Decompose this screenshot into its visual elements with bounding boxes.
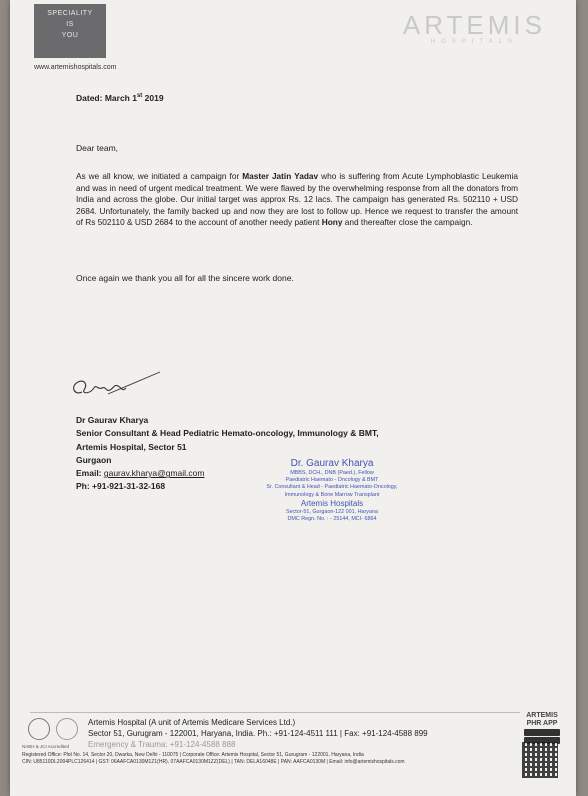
letter-body <box>76 171 518 229</box>
dated-label: Dated: <box>76 93 103 103</box>
footer-line-3: Emergency & Trauma: +91-124-4588 888 <box>88 740 236 749</box>
brand-name: ARTEMIS <box>402 10 546 40</box>
badge-line-3: YOU <box>61 32 79 39</box>
body-part-3: and thereafter close the campaign. <box>342 217 473 228</box>
body-part-1: As we all know, we initiated a campaign for <box>76 171 243 181</box>
signatory-city: Gurgaon <box>76 454 112 465</box>
letter-date <box>76 93 164 103</box>
footer-contact <box>88 717 428 750</box>
registration-info <box>22 752 532 766</box>
stamp-line-3: Sr. Consultant & Head - Paediatric Haemato-Oncology, <box>266 484 398 491</box>
cin-line: CIN: U85110DL2004PLC126414 | GST: 06AAFCA0130M1Z1(HR), 07AAFCA0130M1ZZ(DEL) | TAN: DELA16048E | PAN: AAFCA0130M | Email: info@artemishospitals.com <box>22 759 405 766</box>
dated-month: March 1 <box>104 93 137 103</box>
signatory-name: Dr Gaurav Kharya <box>76 415 149 425</box>
brand-sub: HOSPITALS <box>430 39 519 45</box>
signatory-title: Senior Consultant & Head Pediatric Hemato-oncology, Immunology & BMT, <box>76 428 379 439</box>
email-label: Email: <box>76 468 104 479</box>
app-store-badge-icon[interactable] <box>524 729 560 736</box>
signatory-phone: Ph: +91-921-31-32-168 <box>76 481 166 492</box>
reg-office: Registered Office: Plot No. 14, Sector 20, Dwarka, New Delhi - 110075 | Corporate Office: Artemis Hospital, Sector 51, Gurugram - 122001, Haryana, India <box>22 752 364 758</box>
phr-app-block <box>524 712 560 745</box>
footer-line-1: Artemis Hospital (A unit of Artemis Medicare Services Ltd.) <box>88 718 296 727</box>
qr-code-icon <box>522 742 558 778</box>
accredited-text: NABH & JCI Accredited <box>22 744 70 749</box>
stamp-line-1: MBBS, DCH., DNB (Paed.), Fellow <box>290 470 374 476</box>
stamp-address: Sector-51, Gurgaon-122 001, Haryana <box>286 508 378 515</box>
other-patient-name: Hony <box>321 217 343 228</box>
email-link[interactable]: gaurav.kharya@gmail.com <box>103 468 205 479</box>
dated-year: 2019 <box>142 93 164 103</box>
stamp-line-4: Immunology & Bone Marrow Transplant <box>284 491 380 498</box>
stamp-name: Dr. Gaurav Kharya <box>290 458 374 469</box>
closing-line: Once again we thank you all for all the sincere work done. <box>76 273 294 283</box>
phr-label-1: ARTEMIS <box>526 712 558 719</box>
stamp-line-2: Paediatric Haemato - Oncology & BMT <box>285 477 379 484</box>
footer-divider <box>30 712 520 713</box>
badge-line-2: IS <box>66 21 74 28</box>
jci-logo-icon <box>56 718 78 740</box>
handwritten-signature <box>64 366 164 406</box>
phr-label-2: PHR APP <box>526 720 558 727</box>
letter-page <box>10 0 576 796</box>
body-part-2: who is suffering from Acute Lymphoblastic Leukemia and was in need of urgent medical treatment. We were flawed by the overwhelming response from all the donators from India and across the globe. Our initial target was approx Rs. 12 lacs. The campaign has generated Rs. 502110 + USD 2684. Unfortunately, the family backed up and now they are lost to follow up. Hence we request to transfer the amount of Rs 502110 & USD 2684 to the account of another needy patient <box>76 171 519 228</box>
doctor-stamp <box>242 457 422 523</box>
salutation: Dear team, <box>76 143 119 153</box>
dated-sup: st <box>136 93 143 100</box>
artemis-logo <box>403 10 546 45</box>
patient-name: Master Jatin Yadav <box>242 171 319 181</box>
website-link: www.artemishospitals.com <box>34 64 117 71</box>
nabh-logo-icon <box>28 718 50 740</box>
stamp-reg: DMC Regn. No. : - 25144, MCI- 6864 <box>287 516 377 523</box>
stamp-hospital: Artemis Hospitals <box>300 498 364 508</box>
speciality-badge <box>34 4 106 58</box>
signatory-hospital: Artemis Hospital, Sector 51 <box>76 441 187 452</box>
badge-line-1: SPECIALITY <box>47 10 93 17</box>
footer-line-2: Sector 51, Gurugram - 122001, Haryana, India. Ph.: +91-124-4511 111 | Fax: +91-124-4588 899 <box>88 729 428 738</box>
